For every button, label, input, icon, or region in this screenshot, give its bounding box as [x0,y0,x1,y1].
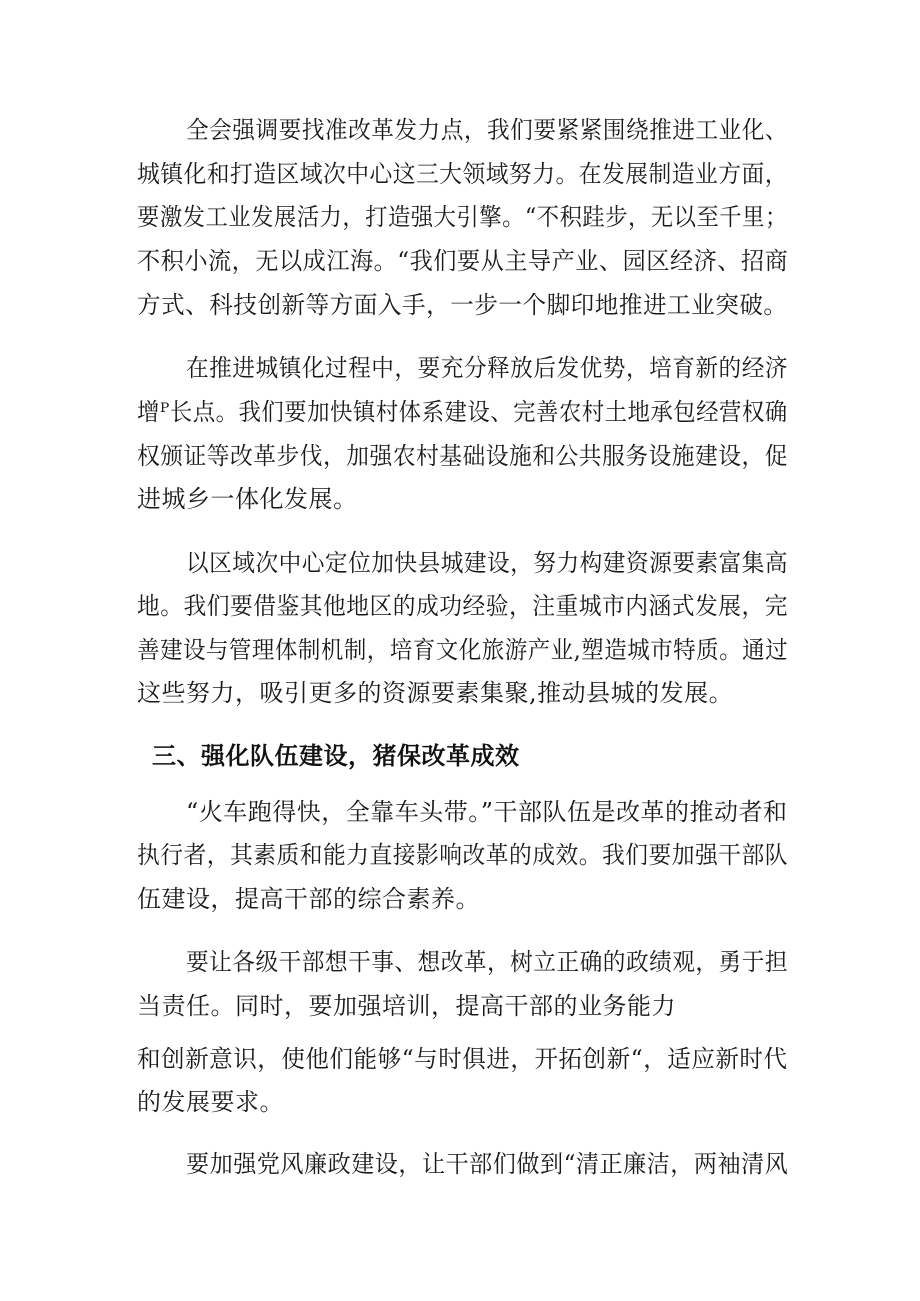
paragraph-4-line-1: “火车跑得快，全靠车头带。”干部队伍是改革的推动者和 [186,798,788,826]
paragraph-2-line-2: 增ᴾ长点。我们要加快镇村体系建设、完善农村土地承包经营权确 [137,398,788,426]
paragraph-5-line-3: 和创新意识，使他们能够“与时俱进，开拓创新“，适应新时代 [137,1045,788,1073]
paragraph-5-line-2: 当责任。同时，要加强培训，提高干部的业务能力 [137,992,676,1020]
paragraph-4-line-3: 伍建设，提高干部的综合素养。 [137,885,480,913]
paragraph-1-line-3: 要激发工业发展活力，打造强大引擎。“不积跬步，无以至千里； [137,203,788,231]
paragraph-4-line-2: 执行者，其素质和能力直接影响改革的成效。我们要加强干部队 [137,841,789,869]
section-heading: 三、强化队伍建设，猪保改革成效 [152,742,520,770]
paragraph-3-line-3: 善建设与管理体制机制，培育文化旅游产业,塑造城市特质。通过 [137,636,789,664]
paragraph-1-line-4: 不积小流，无以成江海。“我们要从主导产业、园区经济、招商 [137,247,789,275]
paragraph-5-line-4: 的发展要求。 [137,1088,284,1116]
paragraph-1-line-5: 方式、科技创新等方面入手，一步一个脚印地推进工业突破。 [137,291,788,319]
paragraph-5-line-1: 要让各级干部想干事、想改革，树立正确的政绩观，勇于担 [186,948,789,976]
paragraph-2-line-4: 进城乡一体化发展。 [137,485,358,513]
paragraph-3-line-4: 这些努力，吸引更多的资源要素集聚,推动县城的发展。 [137,679,734,707]
paragraph-6-line-1: 要加强党风廉政建设，让干部们做到“清正廉洁，两袖清风 [186,1150,789,1178]
paragraph-1-line-1: 全会强调要找准改革发力点，我们要紧紧围绕推进工业化、 [186,116,789,144]
paragraph-2-line-3: 权颁证等改革步伐，加强农村基础设施和公共服务设施建设，促 [137,442,789,470]
paragraph-2-line-1: 在推进城镇化过程中，要充分释放后发优势，培育新的经济 [186,354,789,382]
paragraph-3-line-1: 以区域次中心定位加快县城建设，努力构建资源要素富集高 [186,549,789,577]
paragraph-1-line-2: 城镇化和打造区域次中心这三大领域努力。在发展制造业方面， [137,160,789,188]
paragraph-3-line-2: 地。我们要借鉴其他地区的成功经验，注重城市内涵式发展，完 [137,592,789,620]
